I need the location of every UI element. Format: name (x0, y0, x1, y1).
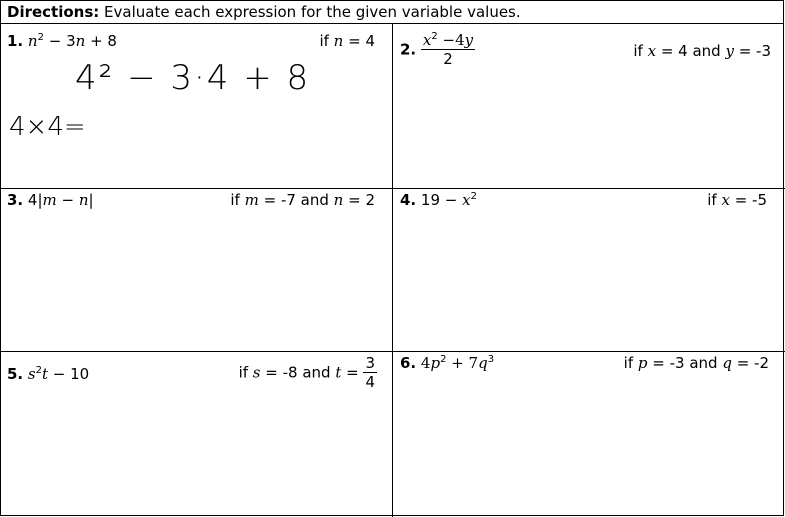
handwritten-text-2: 4×4= (9, 112, 86, 142)
handwritten-work-line-1 (71, 51, 311, 101)
handwritten-work-line-2 (5, 107, 105, 147)
problem-2-fraction: $\frac{x^2 -4y}{2}$ (422, 31, 474, 68)
problem-1-expression: 1. $n^2 - 3n + 8$ (7, 32, 117, 50)
problem-5-fraction: $\frac{3}{4}$ (365, 354, 375, 391)
problem-2-expression: 2. $\frac{x^2 -4y}{2}$ (400, 31, 474, 68)
problem-4-condition: if x = -5 (707, 191, 767, 209)
column-divider (392, 24, 393, 517)
row-divider-2 (1, 351, 785, 352)
problem-4-expression: 4. $19 - x^2$ (400, 191, 477, 209)
problem-3-expression: 3. 4|m − n| (7, 191, 94, 209)
problem-2-condition: if x = 4 and y = -3 (633, 42, 771, 60)
handwritten-text-1: 4² − 3·4 + 8 (75, 58, 311, 98)
problem-5-condition: if s = -8 and t = $\frac{3}{4}$ (238, 354, 375, 391)
problem-5-expression: 5. $s^2t - 10$ (7, 365, 90, 383)
problem-1-condition: if n = 4 (319, 32, 375, 50)
directions-label: Directions: (7, 3, 100, 21)
row-divider-1 (1, 188, 785, 189)
problem-6-expression: 6. $4p^2 + 7q^3$ (400, 354, 495, 372)
problem-3-condition: if m = -7 and n = 2 (230, 191, 375, 209)
problem-6-condition: if p = -3 and q = -2 (623, 354, 769, 372)
directions-bar (1, 1, 783, 24)
directions-text: Evaluate each expression for the given variable values. (99, 3, 521, 21)
